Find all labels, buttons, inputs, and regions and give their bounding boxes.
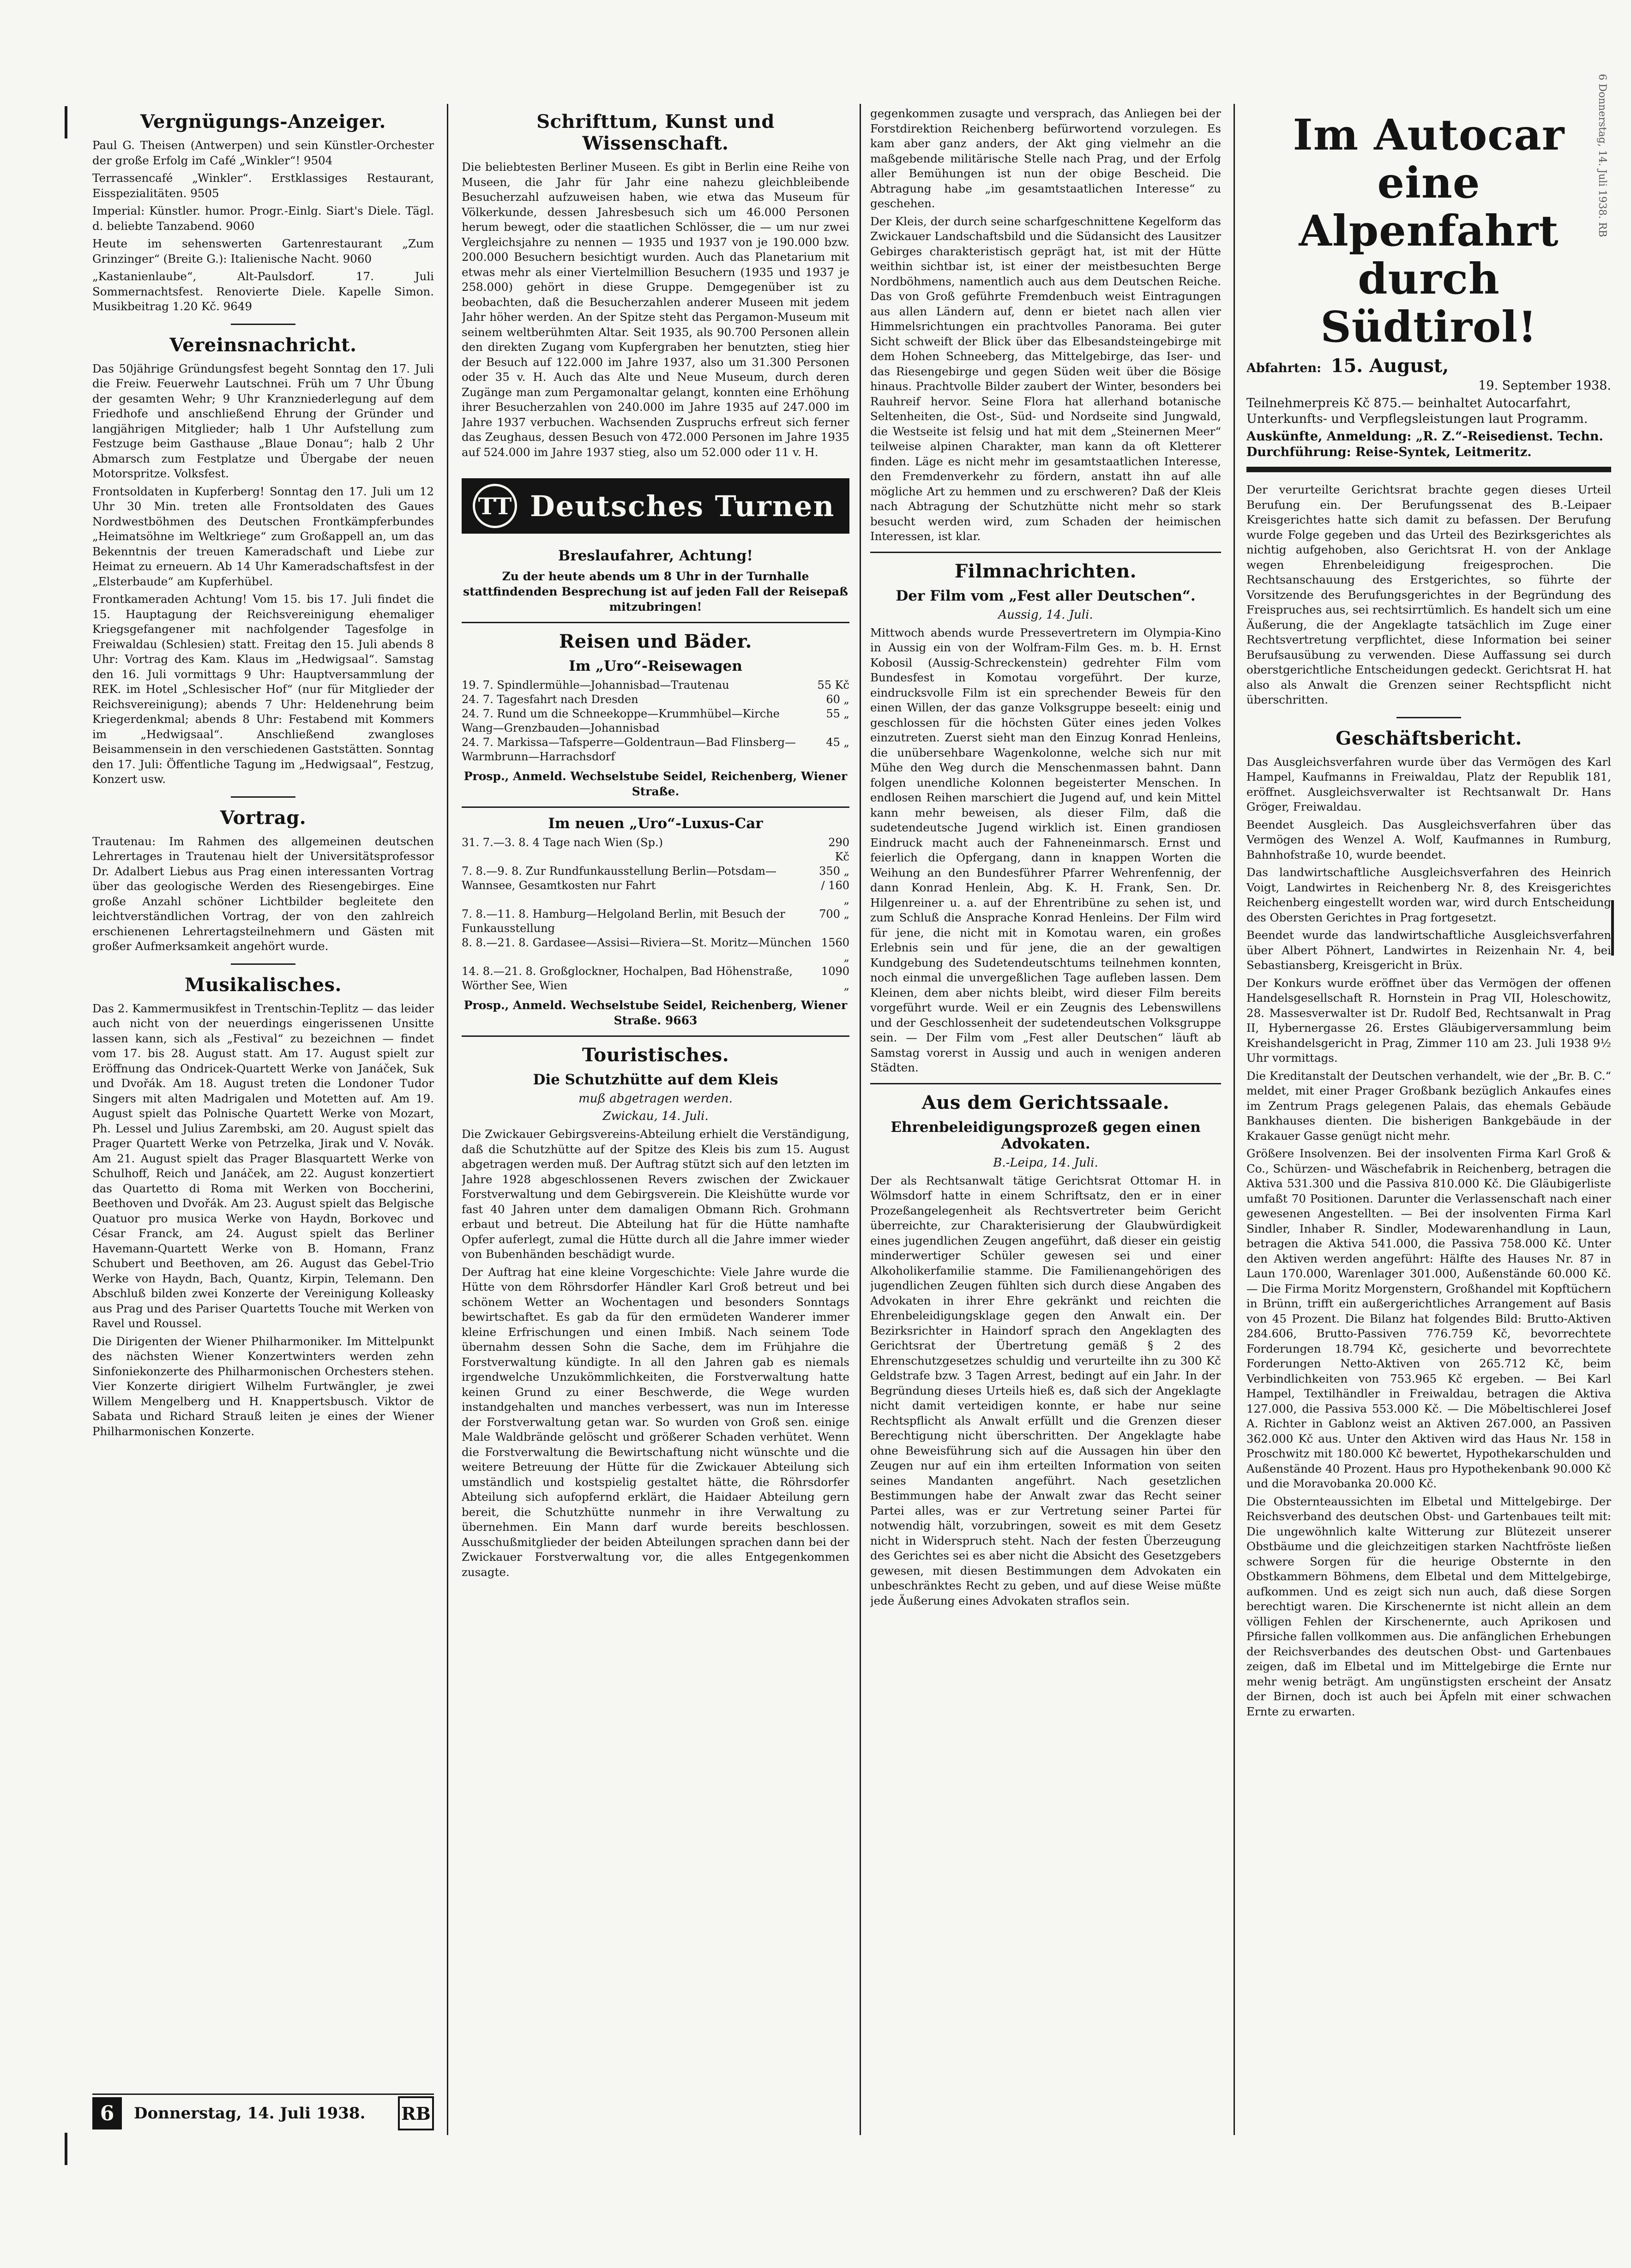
- trip-price: 290 Kč: [828, 836, 849, 863]
- dateline: Aussig, 14. Juli.: [998, 608, 1093, 622]
- article-paragraph: Der als Rechtsanwalt tätige Gerichtsrat Ottomar H. in Wölmsdorf hatte in einem Schriftsatz, den er in einer Prozeßangelegenheit als Rechtsvertreter beim Gericht überreichte, zur Charakterisierung der Glaubwürdigkeit eines jugendlichen Zeugen angeführt, daß dieser ein geistig minderwertiger Schüler gewesen sei und einer Alkoholikerfamilie stamme. Die Familienangehörigen des jugendlichen Zeugen fühlten sich durch diese Angaben des Advokaten in ihrer Ehre gekränkt und reichten die Ehrenbeleidigungsklage gegen den Anwalt ein. Der Bezirksrichter in Haindorf sprach den Angeklagten des Gerichtsrat der Übertretung gemäß § 2 des Ehrenschutzgesetzes schuldig und verurteilte ihn zu 300 Kč Geldstrafe bzw. 3 Tagen Arrest, bedingt auf ein Jahr. In der Begründung dieses Urteils hieß es, daß sich der Angeklagte nicht damit verteidigen konnte, er habe nur seine Rechtspflicht als Anwalt erfüllt und die Grenzen dieser Berechtigung nicht überschritten. Der Angeklagte habe ohne Beweisführung sich auf die Aussagen hin über den Zeugen nur auf ein ihm erteilten Information von seiten seines Mandanten angeführt. Nach gesetzlichen Bestimmungen habe der Anwalt zwar das Recht seiner Partei alles, was er zur Vertretung seiner Partei für notwendig hält, vorzubringen, soweit es mit dem Gesetz nicht in Widerspruch steht. Nach der festen Überzeugung des Gerichtes sei es aber nicht die Absicht des Gesetzgebers gewesen, mit diesen Bestimmungen dem Advokaten ein unbeschränktes Recht zu geben, und auf diese Weise müßte jede Äußerung eines Advokaten straflos sein.: [870, 1173, 1221, 1607]
- section-heading-gerichtssaale: Aus dem Gerichtssaale.: [921, 1091, 1170, 1113]
- section-heading-filmnachrichten: Filmnachrichten.: [954, 560, 1137, 582]
- article-paragraph: Frontkameraden Achtung! Vom 15. bis 17. Juli findet die 15. Hauptagung der Reichsvereinigung ehemaliger Kriegsgefangener mit nachfolgender Tagesfolge in Freiwaldau (Schlesien) statt. Freitag den 15. Juli abends 8 Uhr: Vortrag des Kam. Klaus im „Hedwigsaal“. Samstag den 16. Juli vormittags 9 Uhr: Hauptversammlung der REK. im Hotel „Schlesischer Hof“ (nur für Mitglieder der Reichsvereinigung); abends 7 Uhr: Heldenehrung beim Kriegerdenkmal; abends 8 Uhr: Festabend mit Kommers im „Hedwigsaal“. Anschließend zwangloses Beisammensein in den verschiedenen Gaststätten. Sonntag den 17. Juli: Öffentliche Tagung im „Hedwigsaal“, Festzug, Konzert usw.: [92, 592, 434, 786]
- article-paragraph: Die Obsternteaussichten im Elbetal und Mittelgebirge. Der Reichsverband des deutschen Obst- und Gartenbaues teilt mit: Die ungewöhnlich kalte Witterung zur Blütezeit unserer Obstbäume und die gleichzeitigen starken Nachtfröste ließen schwere Sorgen für die heurige Obsternte in den Obstkammern Böhmens, dem Elbetal und dem Mittelgebirge, aufkommen. Und es zeigt sich nun auch, daß diese Sorgen berechtigt waren. Die Kirschenernte ist nicht allein an dem völligen Fehlen der Kirschenernte, auch Aprikosen und Pfirsiche fallen vollkommen aus. Die anfänglichen Erhebungen der Reichsverbandes des deutschen Obst- und Gartenbaues zeigen, daß im Elbetal und im Mittelgebirge die Ernte nur mehr wenig beträgt. Am ungünstigsten erscheint der Ansatz der Birnen, doch ist auch bei Äpfeln mit einer schwachen Ernte zu erwarten.: [1246, 1494, 1611, 1718]
- notice-bold: Prosp., Anmeld. Wechselstube Seidel, Reichenberg, Wiener Straße.: [463, 770, 848, 798]
- departures-label: Abfahrten:: [1246, 361, 1322, 375]
- subheading: Breslaufahrer, Achtung!: [558, 547, 753, 564]
- newspaper-logo: RB: [398, 2096, 434, 2130]
- trip-price: 45 „: [826, 736, 849, 749]
- crop-mark: [65, 2133, 67, 2165]
- notice: Heute im sehenswerten Gartenrestaurant „Zum Grinzinger“ (Breite G.): Italienische Nacht. 9060: [92, 237, 434, 265]
- article-paragraph: Beendet wurde das landwirtschaftliche Ausgleichsverfahren über Albert Pöhnert, Landwirtes in Reizenhain Nr. 4, bei Sebastiansberg, Kreisgericht in Brüx.: [1246, 928, 1611, 972]
- column-divider: [860, 104, 861, 2135]
- dateline: Zwickau, 14. Juli.: [602, 1109, 709, 1123]
- advertisement-title: Im Autocar eine Alpenfahrt durch Südtirol!: [1293, 110, 1565, 352]
- notice-bold: Zu der heute abends um 8 Uhr in der Turnhalle stattfindenden Besprechung ist auf jeden Fall der Reisepaß mitzubringen!: [463, 570, 848, 614]
- section-heading-vortrag: Vortrag.: [220, 806, 307, 829]
- article-paragraph: Der Kleis, der durch seine scharfgeschnittene Kegelform das Zwickauer Landschaftsbild und die Südansicht des Lausitzer Gebirges charakteristisch geprägt hat, ist mit der Hütte weithin sichtbar ist, ist einer der meistbesuchten Berge Nordböhmens, namentlich auch aus dem Deutschen Reiche. Das von Groß geführte Fremdenbuch weist Eintragungen aus allen Ländern auf, denn er bietet nach allen vier Himmelsrichtungen ein prachtvolles Panorama. Bei guter Sicht schweift der Blick über das Elbesandsteingebirge mit dem Hohen Schneeberg, das Mittelgebirge, das Iser- und das Riesengebirge und gegen Süden weit über die Bösige hinaus. Prachtvolle Bilder zaubert der Winter, besonders bei Rauhreif hervor. Seine Flora hat allerhand botanische Seltenheiten, die Ost-, Süd- und Nordseite sind Jungwald, die Westseite ist felsig und hat mit dem „Steinernen Meer“ teilweise alpinen Charakter, man kann da oft Kletterer finden. Läge es nicht mehr im gesamtstaatlichen Interesse, den Fremdenverkehr zu fördern, anstatt ihn auf alle mögliche Art zu hemmen und zu erschweren? Daß der Kleis nach Abtragung der Schutzhütte nicht mehr so stark besucht werden wird, zum Schaden der heimischen Interessen, ist klar.: [870, 214, 1221, 543]
- article-paragraph: Der Auftrag hat eine kleine Vorgeschichte: Viele Jahre wurde die Hütte von dem Röhrsdorfer Händler Karl Groß betreut und bei schönem Wetter an Wochentagen und besonders Sonntags bewirtschaftet. Es gab da für den ermüdeten Wanderer immer kleine Erfrischungen und einen Imbiß. Nach seinem Tode übernahm dessen Sohn die Sache, dem im Frühjahre die Forstverwaltung kündigte. In all den Jahren gab es niemals irgendwelche Unzukömmlichkeiten, die Forstverwaltung hatte keinen Grund zu einer Beschwerde, die Wege wurden instandgehalten und manches verbessert, was nun im Interesse der Forstverwaltung getan war. So wurden von Groß sen. einige Male Waldbrände gelöscht und größerer Schaden verhütet. Wenn die Forstverwaltung die Bewirtschaftung nicht wünschte und die weitere Betreuung der Hütte für die Zwickauer Abteilung sich umständlich und kostspielig gestaltet hätte, die Röhrsdorfer Abteilung sich aufopfernd erklärt, die Haidaer Abteilung gern bereit, die Schutzhütte nunmehr in ihre Verwaltung zu übernehmen. Ein Mann darf wurde bereits beschlossen. Ausschußmitglieder der beiden Abteilungen sprachen dann bei der Zwickauer Forstverwaltung vor, die alles Entgegenkommen zusagte.: [462, 1265, 849, 1579]
- crop-mark: [65, 106, 67, 138]
- trip-row: [462, 836, 849, 864]
- turner-cross-icon: TT: [473, 484, 517, 528]
- section-heading-vergnuegungs-anzeiger: Vergnügungs-Anzeiger.: [140, 111, 386, 132]
- trip-row: [462, 735, 849, 764]
- section-heading-schrifttum: Schrifttum, Kunst und Wissenschaft.: [536, 111, 775, 154]
- issue-date: Donnerstag, 14. Juli 1938.: [134, 2104, 366, 2123]
- article-paragraph: Das 50jährige Gründungsfest begeht Sonntag den 17. Juli die Freiw. Feuerwehr Lautschnei. Früh um 7 Uhr Übung der gesamten Wehr; 9 Uhr Kranzniederlegung auf dem Friedhofe und anschließend Ehrung der Gründer und langjährigen Mitglieder; halb 1 Uhr Aufstellung zum Festzuge beim Gasthause „Blaue Donau“; halb 2 Uhr Abmarsch zum Festplatze und Übergabe der neuen Motorspritze. Volksfest.: [92, 361, 434, 480]
- trip-price: 700 „: [819, 908, 849, 920]
- section-heading-reisen: Reisen und Bäder.: [559, 631, 752, 652]
- page-footer: [92, 2094, 434, 2132]
- trip-row: [462, 678, 849, 692]
- advertisement-info: Auskünfte, Anmeldung: „R. Z.“-Reisedienst. Techn. Durchführung: Reise-Syntek, Leitmeritz.: [1246, 429, 1603, 459]
- article-paragraph: Das Ausgleichsverfahren wurde über das Vermögen des Karl Hampel, Kaufmanns in Freiwaldau, Platz der Republik 181, eröffnet. Ausgleichsverwalter ist Rechtsanwalt Dr. Hans Gröger, Freiwaldau.: [1246, 755, 1611, 813]
- page-number: 6: [92, 2097, 122, 2130]
- dateline: B.-Leipa, 14. Juli.: [993, 1155, 1098, 1170]
- rule: [870, 552, 1221, 553]
- section-heading-musikalisches: Musikalisches.: [185, 974, 342, 996]
- article-paragraph: Mittwoch abends wurde Pressevertretern im Olympia-Kino in Aussig ein von der Wolfram-Film Ges. m. b. H. Ernst Kobosil (Aussig-Schreckenstein) gedrehter Film vom Bundesfest in Komotau vorgeführt. Der kurze, eindrucksvolle Film ist ein sprechender Beweis für den einen Willen, der das ganze Volksgruppe beseelt: einig und geschlossen für die höchsten Güter eines jeden Volkes einzutreten. Zuerst sieht man den Einzug Konrad Henleins, die unübersehbare Wagenkolonne, welche sich nur mit Mühe den Weg durch die Menschenmassen bahnt. Dann folgen unendliche Kolonnen begeisterter Menschen. In endlosen Reihen marschiert die Jugend auf, und kein Mittel kann mehr beweisen, als dieser Film, daß die sudetendeutsche Jugend wirklich ist. Einen grandiosen Eindruck macht auch der Fahneneinmarsch. Ernst und feierlich die Opfergang, dann in knappen Worten die Weihung an den Bundesführer Pfarrer Wehrenfennig, der dann Konrad Henlein, Abg. K. H. Frank, Sen. Dr. Hilgenreiner u. a. auf der Ehrentribüne zu sehen ist, und zum Schluß die Ansprache Konrad Henleins. Der Film wird für jene, die nicht mit in Komotau waren, ein großes Erlebnis sein und für jene, die an der gewaltigen Kundgebung des Sudetendeutschtums teilnehmen konnten, noch einmal die unvergeßlichen Tage aufleben lassen. Dem Kleinen, dem aber nichts bleibt, wird dieser Film bereits vorgeführt wurde. Weil er ein Zeugnis des Lebenswillens und der Geschlossenheit der sudetendeutschen Volksgruppe sein. — Der Film vom „Fest aller Deutschen“ läuft ab Samstag vorerst in Aussig und auch in wenigen anderen Städten.: [870, 626, 1221, 1074]
- trip-row: [462, 707, 849, 735]
- section-heading-touristisches: Touristisches.: [582, 1044, 729, 1066]
- trip-text: 24. 7. Markissa—Tafsperre—Goldentraun—Bad Flinsberg—Warmbrunn—Harrachsdorf: [462, 736, 796, 763]
- trip-text: 8. 8.—21. 8. Gardasee—Assisi—Riviera—St. Moritz—München: [462, 936, 812, 949]
- notice: Terrassencafé „Winkler“. Erstklassiges Restaurant, Eisspezialitäten. 9505: [92, 171, 434, 200]
- trip-row: [462, 907, 849, 936]
- article-paragraph: Die Dirigenten der Wiener Philharmoniker. Im Mittelpunkt des nächsten Wiener Konzertwinters werden zehn Sinfoniekonzerte des Philharmonischen Orchesters stehen. Vier Konzerte dirigiert Wilhelm Furtwängler, je zwei Willem Mengelberg und H. Knappertsbusch. Viktor de Sabata und Richard Strauß leiten je eines der Wiener Philharmonischen Konzerte.: [92, 1334, 434, 1438]
- trip-text: 7. 8.—11. 8. Hamburg—Helgoland Berlin, mit Besuch der Funkausstellung: [462, 908, 785, 935]
- trip-row: [462, 964, 849, 993]
- notice: Imperial: Künstler. humor. Progr.-Einlg. Siart's Diele. Tägl. d. beliebte Tanzabend. 9060: [92, 204, 434, 233]
- trip-price: 350 „ / 160 „: [819, 865, 849, 906]
- rule: [462, 1035, 849, 1037]
- crop-mark: [1611, 900, 1614, 956]
- column-1: [92, 106, 434, 2073]
- subheading: Die Schutzhütte auf dem Kleis: [533, 1071, 778, 1088]
- article-paragraph: Die Kreditanstalt der Deutschen verhandelt, wie der „Br. B. C.“ meldet, mit einer Prager Großbank bezüglich Ankaufes eines im Zentrum Prags gelegenen Palais, das ehemals Gebäude Bankhauses dienten. Die bisherigen Bankgebäude in der Krakauer Gasse genügt nicht mehr.: [1246, 1069, 1611, 1143]
- trip-price: 1560 „: [821, 936, 849, 963]
- column-divider: [1234, 104, 1235, 2135]
- article-paragraph: Das 2. Kammermusikfest in Trentschin-Teplitz — das leider auch nicht von der neuerdings eingerissenen Unsitte lassen kann, sich als „Festival“ zu bezeichnen — findet vom 17. bis 28. August statt. Am 17. August spielt zur Eröffnung das Ondricek-Quartett Werke von Janáček, Suk und Dvořák. Am 18. August treten die Londoner Tudor Singers mit alten Madrigalen und Motetten auf. Am 19. August spielt das Polnische Quartett Werke von Mozart, Ph. Lessel und Julius Zarembski, am 20. August spielt das Prager Quartett Werke von Petrzelka, Jirak und V. Novák. Am 21. August spielt das Prager Blasquartett Werke von Schulhoff, Reich und Janáček, am 22. August konzertiert das Quartetto di Roma mit Werken von Boccherini, Beethoven und Dvořák. Am 23. August spielt das Belgische Quatuor pro musica Werke von Haydn, Borkovec und César Franck, am 24. August spielt das Berliner Havemann-Quartett Werke von B. Homann, Franz Schubert und Beethoven, am 26. August das Gebel-Trio Werke von Haydn, Bach, Quantz, Kirpin, Telemann. Den Abschluß bilden zwei Konzerte der Vereinigung Kolleasky aus Prag und des Pariser Quartetts Touche mit Werken von Ravel und Roussel.: [92, 1001, 434, 1330]
- subheading: Ehrenbeleidigungsprozeß gegen einen Advokaten.: [891, 1119, 1201, 1152]
- subheading: Der Film vom „Fest aller Deutschen“.: [896, 587, 1196, 604]
- article-paragraph: Frontsoldaten in Kupferberg! Sonntag den 17. Juli um 12 Uhr 30 Min. treten alle Frontsoldaten des Gaues Nordwestböhmen des Deutschen Frontkämpferbundes „Heimatsöhne im Weltkriege“ zum Großappell an, um das Bekenntnis der treuen Kameradschaft und Liebe zur Heimat zu erneuern. Ab 14 Uhr Kameradschaftsfest in der „Elsterbaude“ am Kupferhübel.: [92, 484, 434, 588]
- trip-text: 7. 8.—9. 8. Zur Rundfunkausstellung Berlin—Potsdam—Wannsee, Gesamtkosten nur Fahrt: [462, 865, 777, 892]
- edge-imprint: 6 Donnerstag, 14. Juli 1938. RB: [1596, 74, 1608, 237]
- trip-text: 24. 7. Rund um die Schneekoppe—Krummhübel—Kirche Wang—Grenzbauden—Johannisbad: [462, 707, 780, 734]
- notice-bold: Prosp., Anmeld. Wechselstube Seidel, Reichenberg, Wiener Straße. 9663: [463, 999, 848, 1027]
- subheading: Im „Uro“-Reisewagen: [569, 658, 742, 674]
- section-divider: [231, 963, 295, 965]
- article-paragraph: Die Zwickauer Gebirgsvereins-Abteilung erhielt die Verständigung, daß die Schutzhütte auf der Spitze des Kleis bis zum 15. August abgetragen werden muß. Der Auftrag stützt sich auf den letzten im Jahre 1928 abgeschlossenen Revers zwischen der Zwickauer Forstverwaltung und dem Gebirgsverein. Die Kleishütte wurde vor fast 40 Jahren unter dem damaligen Obmann Rich. Grohmann erbaut und betreut. Die Abteilung hat für die Hütte namhafte Opfer auferlegt, zumal die Hütte durch all die Jahre immer wieder von Bubenhänden beschädigt wurde.: [462, 1127, 849, 1261]
- trip-text: 24. 7. Tagesfahrt nach Dresden: [462, 693, 638, 706]
- trip-price: 55 Kč: [817, 679, 849, 692]
- article-paragraph: Der Konkurs wurde eröffnet über das Vermögen der offenen Handelsgesellschaft R. Hornstein in Prag VII, Holeschowitz, 28. Massesverwalter ist Dr. Rudolf Bed, Rechtsanwalt in Prag II, Hybernergasse 26. Erstes Gläubigerversammlung beim Kreishandelsgericht in Prag, Zimmer 110 am 23. Juli 1938 9½ Uhr vormittags.: [1246, 976, 1611, 1065]
- section-divider: [1396, 717, 1461, 718]
- article-paragraph: Der verurteilte Gerichtsrat brachte gegen dieses Urteil Berufung ein. Der Berufungssenat des B.-Leipaer Kreisgerichtes hatte sich damit zu befassen. Der Berufung wurde Folge gegeben und das Urteil des Bezirksgerichtes als nichtig aufgehoben, also Gerichtsrat H. von der Anklage wegen Ehrenbeleidigung freigesprochen. Die Rechtsanschauung des Erstgerichtes, so führte der Vorsitzende des Berufungsgerichtes in der Begründung des Freispruches aus, sei rechtsirrtümlich. Es handelt sich um eine Äußerung, die der Angeklagte tatsächlich im Zuge einer Rechtsvertretung verpflichtet, diese Information bei seiner Berufsausübung zu verwenden. Diese Auffassung sei durch oberstgerichtliche Entscheidungen gedeckt. Gerichtsrat H. hat also als Anwalt die Grenzen seiner Rechtspflicht nicht überschritten.: [1246, 483, 1611, 706]
- trip-row: [462, 936, 849, 964]
- trip-price: 1090 „: [821, 965, 849, 992]
- departure-date: 15. August,: [1330, 355, 1449, 377]
- trip-row: [462, 692, 849, 707]
- column-2: [462, 106, 849, 2128]
- subheading-2: muß abgetragen werden.: [578, 1092, 733, 1106]
- deutsches-turnen-banner: [462, 478, 849, 534]
- article-paragraph: Die beliebtesten Berliner Museen. Es gibt in Berlin eine Reihe von Museen, die Jahr für Jahr eine nahezu gleichbleibende Besucherzahl aufzuweisen haben, wie etwa das Museum für Völkerkunde, dessen Jahresbesuch sich um 46.000 Personen herum bewegt, oder die staatlichen Schlösser, die — um nur zwei Vergleichsjahre zu nennen — 1935 und 1937 von je 190.000 bzw. 200.000 Besuchern besichtigt wurden. Auch das Planetarium mit etwas mehr als einer Viertelmillion Besuchern (1935 und 1937 je 258.000) gehört in diese Gruppe. Demgegenüber ist zu beobachten, daß die Besucherzahlen anderer Museen mit jedem Jahr höher werden. An der Spitze steht das Pergamon-Museum mit seinem weltberühmten Altar. Seit 1935, als 90.700 Personen allein den direkten Zugang vom Kupfergraben her benutzten, stieg hier der Besuch auf 122.000 im Jahre 1937, also um 31.300 Personen oder 35 v. H. Auch das Alte und Neue Museum, durch deren Zugänge man zum Pergamonaltar gelangt, konnten eine Erhöhung ihrer Besucherzahlen von 240.000 im Jahre 1935 auf 247.000 im Jahre 1937 verbuchen. Wachsenden Zuspruchs erfreut sich ferner das Zeughaus, dessen Besuch von 472.000 Personen im Jahre 1935 auf 524.000 im Jahre 1937 stieg, also um 52.000 oder 11 v. H.: [462, 160, 849, 459]
- rule: [462, 622, 849, 623]
- article-paragraph: Größere Insolvenzen. Bei der insolventen Firma Karl Groß & Co., Schürzen- und Wäschefabrik in Reichenberg, betragen die Aktiva 531.300 und die Passiva 810.000 Kč. Die Gläubigerliste umfaßt 70 Positionen. Darunter die Verlassenschaft nach einer gewesenen Angestellten. — Bei der insolventen Firma Karl Sindler, Inhaber R. Sindler, Modewarenhandlung in Laun, betragen die Aktiva 541.000, die Passiva 758.000 Kč. Unter den Aktiven werden angeführt: Hälfte des Hauses Nr. 87 in Laun 170.000, Warenlager 301.000, Außenstände 60.000 Kč. — Die Firma Moritz Morgenstern, Großhandel mit Kopftüchern in Brünn, trifft ein außergerichtliches Arrangement auf Basis von 45 Prozent. Die Bilanz hat folgendes Bild: Brutto-Aktiven 284.606, Brutto-Passiven 776.759 Kč, bevorrechtete Forderungen 18.794 Kč, gesicherte und bevorrechtete Forderungen Netto-Aktiven von 265.712 Kč, beim Verbindlichkeiten von 753.965 Kč ergeben. — Bei Karl Hampel, Textilhändler in Freiwaldau, betragen die Aktiva 127.000, die Passiva 553.000 Kč. — Die Möbeltischlerei Josef A. Richter in Gablonz weist an Aktiven 267.000, an Passiven 362.000 Kč aus. Unter den Aktiven wird das Haus Nr. 158 in Proschwitz mit 180.000 Kč bewertet, Hypothekarschulden und Außenstände 40 Prozent. Haus pro Hypothekenbank 90.000 Kč und die Moravobanka 20.000 Kč.: [1246, 1147, 1611, 1490]
- column-4: [1246, 106, 1611, 2128]
- trip-price: 55 „: [826, 707, 849, 720]
- section-divider: [231, 796, 295, 798]
- section-heading-geschaeftsbericht: Geschäftsbericht.: [1336, 727, 1522, 749]
- rule: [462, 806, 849, 808]
- advertisement-departures: [1246, 355, 1611, 377]
- article-paragraph: Beendet Ausgleich. Das Ausgleichsverfahren über das Vermögen des Wenzel A. Wolf, Kaufmannes in Rumburg, Bahnhofstraße 10, wurde beendet.: [1246, 818, 1611, 861]
- notice: Paul G. Theisen (Antwerpen) und sein Künstler-Orchester der große Erfolg im Café „Winkler“! 9504: [92, 138, 434, 167]
- subheading: Im neuen „Uro“-Luxus-Car: [548, 815, 763, 832]
- trip-row: [462, 864, 849, 907]
- article-paragraph: Das landwirtschaftliche Ausgleichsverfahren des Heinrich Voigt, Landwirtes in Reichenberg Nr. 8, des Kreisgerichtes Reichenberg eingestellt worden war, wird durch Entscheidung des Obersten Gerichtes in Prag fortgesetzt.: [1246, 866, 1611, 924]
- trip-text: 31. 7.—3. 8. 4 Tage nach Wien (Sp.): [462, 836, 663, 849]
- advertisement-bar: [1246, 467, 1611, 472]
- article-paragraph: Trautenau: Im Rahmen des allgemeinen deutschen Lehrertages in Trautenau hielt der Universitätsprofessor Dr. Adalbert Liebus aus Prag einen interessanten Vortrag über das geologische Werden des Riesengebirges. Eine große Anzahl schöner Lichtbilder begleitete den leichtverständlichen Vortrag, der von den zahlreich erschienenen Lehrertagsteilnehmern und Gästen mit großer Aufmerksamkeit angehört wurde.: [92, 834, 434, 953]
- article-paragraph: gegenkommen zusagte und versprach, das Anliegen bei der Forstdirektion Reichenberg befürwortend vorzulegen. Es kam aber ganz anders, der Akt ging vielmehr an die maßgebende militärische Stelle nach Prag, und der Erfolg aller Bemühungen ist nun der obige Bescheid. Die Abtragung habe „im gesamtstaatlichen Interesse“ zu geschehen.: [870, 107, 1221, 210]
- banner-title: Deutsches Turnen: [530, 489, 835, 523]
- column-3: [870, 106, 1221, 2128]
- section-divider: [231, 324, 295, 325]
- trip-price: 60 „: [826, 693, 849, 706]
- advertisement-price: Teilnehmerpreis Kč 875.— beinhaltet Autocarfahrt, Unterkunfts- und Verpflegsleistungen laut Programm.: [1246, 396, 1588, 426]
- rule: [870, 1083, 1221, 1084]
- column-divider: [447, 104, 448, 2135]
- trip-text: 14. 8.—21. 8. Großglockner, Hochalpen, Bad Höhenstraße, Wörther See, Wien: [462, 965, 793, 992]
- section-heading-vereinsnachricht: Vereinsnachricht.: [169, 334, 357, 356]
- notice: „Kastanienlaube“, Alt-Paulsdorf. 17. Juli Sommernachtsfest. Renovierte Diele. Kapelle Simon. Musikbeitrag 1.20 Kč. 9649: [92, 270, 434, 313]
- return-date: 19. September 1938.: [1478, 379, 1611, 393]
- trip-text: 19. 7. Spindlermühle—Johannisbad—Trautenau: [462, 679, 729, 692]
